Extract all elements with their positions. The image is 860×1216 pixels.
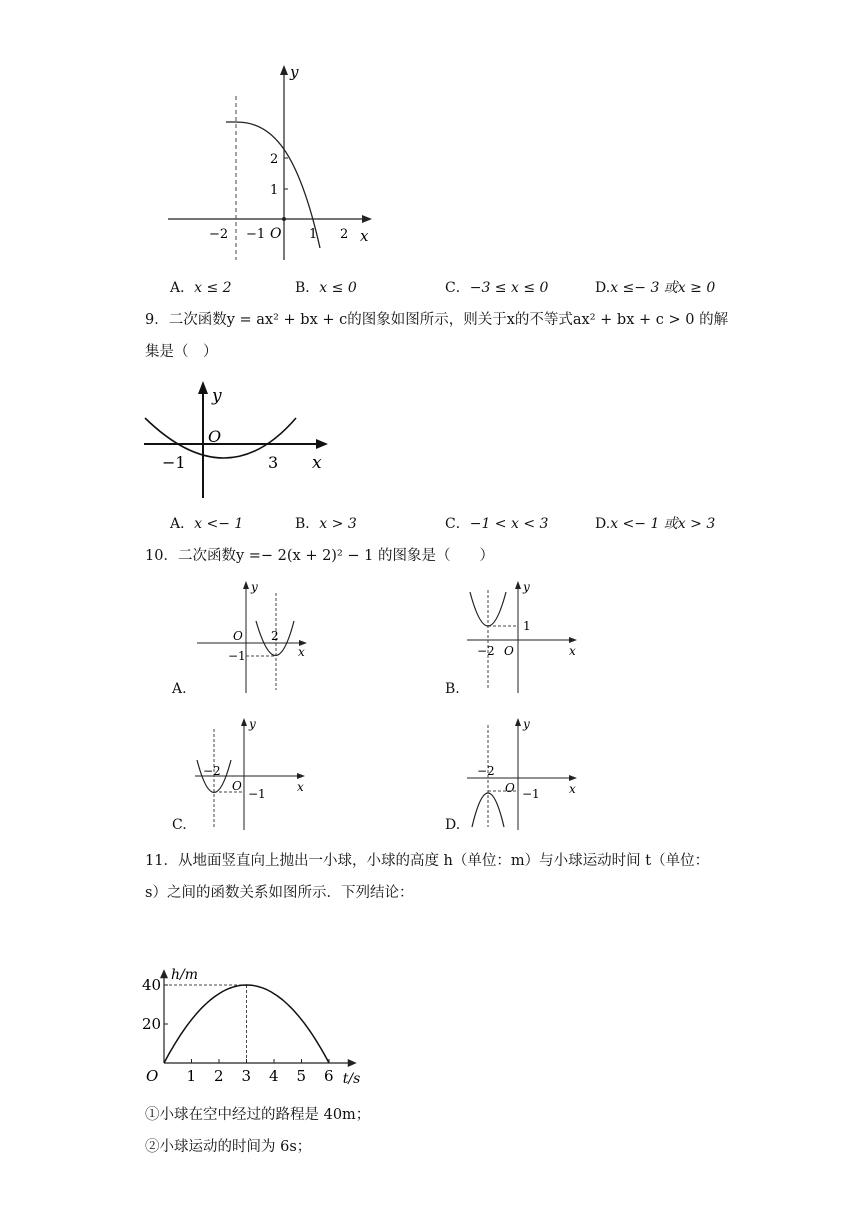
y-tick-label-40: 40: [142, 976, 162, 994]
root-left-label: −1: [162, 453, 186, 472]
q10-graph-d: [465, 715, 585, 833]
x-axis-label: x: [297, 780, 304, 794]
x-axis-label: x: [569, 782, 576, 796]
q10-graph-b: [465, 578, 585, 696]
q10-graph-a: [195, 578, 315, 696]
q11-statement-1: ①小球在空中经过的路程是 40m；: [145, 1107, 371, 1123]
y-axis-arrow: [241, 718, 247, 726]
x-tick-label-2: 2: [214, 1067, 224, 1085]
q10-option-a-label: A.: [172, 681, 187, 697]
label-neg2: −2: [477, 764, 495, 778]
y-axis-arrow: [243, 581, 249, 589]
q10-option-c-label: C.: [172, 817, 187, 833]
label-2: 2: [271, 629, 279, 643]
q10-graph-c: [193, 715, 313, 833]
y-axis-label: y: [523, 580, 530, 594]
origin-label: O: [208, 427, 222, 446]
y-tick-label-20: 20: [142, 1015, 162, 1033]
q8-option-d: D.x ≤− 3 或x ≥ 0: [595, 280, 716, 296]
y-axis-label: y: [249, 717, 256, 731]
origin-label: O: [233, 629, 243, 643]
q11-stem-line1: 11．从地面竖直向上抛出一小球，小球的高度 h（单位：m）与小球运动时间 t（单位：: [145, 853, 710, 869]
x-axis-label: x: [312, 453, 322, 473]
q11-stem-line2: s）之间的函数关系如图所示．下列结论：: [145, 885, 414, 901]
y-axis-arrow: [515, 581, 521, 589]
x-axis-label: t/s: [342, 1071, 361, 1087]
label-neg2: −2: [203, 764, 221, 778]
y-axis-label: y: [251, 580, 258, 594]
origin-label: O: [505, 781, 515, 795]
x-axis-arrow: [569, 637, 577, 643]
x-tick-label-neg1: −1: [246, 227, 266, 242]
y-axis-label: y: [212, 386, 222, 406]
q8-option-a: A．x ≤ 2: [170, 280, 232, 296]
label-1: 1: [523, 619, 531, 633]
origin-label: O: [504, 644, 514, 658]
y-axis-label: y: [523, 717, 530, 731]
y-axis-label: h/m: [171, 967, 199, 984]
x-axis-label: x: [360, 227, 369, 245]
q9-option-a: A．x <− 1: [170, 516, 244, 532]
x-tick-label-5: 5: [296, 1067, 307, 1085]
x-axis-arrow: [569, 775, 577, 781]
x-tick-label-6: 6: [324, 1067, 334, 1085]
y-axis-label: y: [290, 63, 299, 81]
x-axis-arrow: [362, 215, 372, 223]
label-neg1: −1: [522, 787, 540, 801]
q8-option-b: B．x ≤ 0: [295, 280, 357, 296]
q10-option-d-label: D.: [445, 817, 461, 833]
q9-stem-line2: 集是（ ）: [145, 344, 218, 360]
q10-option-b-label: B.: [445, 681, 460, 697]
q9-option-b: B．x > 3: [295, 516, 357, 532]
x-tick-label-1: 1: [186, 1067, 197, 1085]
q10-stem: 10．二次函数y =− 2(x + 2)² − 1 的图象是（ ）: [145, 548, 494, 564]
q8-graph: [160, 60, 390, 265]
y-axis-arrow: [160, 969, 168, 978]
y-tick-label-2: 2: [270, 152, 279, 167]
q11-height-time-chart: [140, 908, 380, 1088]
origin-label: O: [146, 1067, 159, 1085]
y-axis-arrow: [198, 381, 208, 394]
x-axis-arrow: [297, 773, 305, 779]
x-axis-arrow: [348, 1059, 357, 1067]
y-tick-label-1: 1: [270, 183, 279, 198]
x-tick-label-neg2: −2: [209, 227, 229, 242]
x-tick-label-3: 3: [241, 1067, 252, 1085]
label-neg2: −2: [477, 644, 495, 658]
origin-label: O: [270, 226, 282, 242]
q11-statement-2: ②小球运动的时间为 6s；: [145, 1139, 312, 1155]
q9-option-d: D.x <− 1 或x > 3: [595, 516, 716, 532]
root-right-label: 3: [268, 453, 279, 472]
label-neg1: −1: [248, 787, 266, 801]
x-axis-label: x: [569, 644, 576, 658]
x-axis-label: x: [298, 645, 305, 659]
origin-dot: [282, 217, 286, 221]
x-axis-arrow: [316, 439, 328, 449]
label-neg1: −1: [228, 649, 246, 663]
y-axis-arrow: [280, 65, 288, 75]
y-axis-arrow: [515, 718, 521, 726]
q8-option-c: C．−3 ≤ x ≤ 0: [445, 280, 549, 296]
origin-label: O: [232, 779, 242, 793]
x-tick-label-1: 1: [309, 227, 318, 242]
x-tick-label-4: 4: [269, 1067, 279, 1085]
q9-stem-line1: 9．二次函数y = ax² + bx + c的图象如图所示，则关于x的不等式ax² + bx + c > 0 的解: [145, 312, 729, 328]
q9-option-c: C．−1 < x < 3: [445, 516, 549, 532]
x-tick-label-2: 2: [340, 227, 349, 242]
q9-graph: [140, 378, 340, 502]
